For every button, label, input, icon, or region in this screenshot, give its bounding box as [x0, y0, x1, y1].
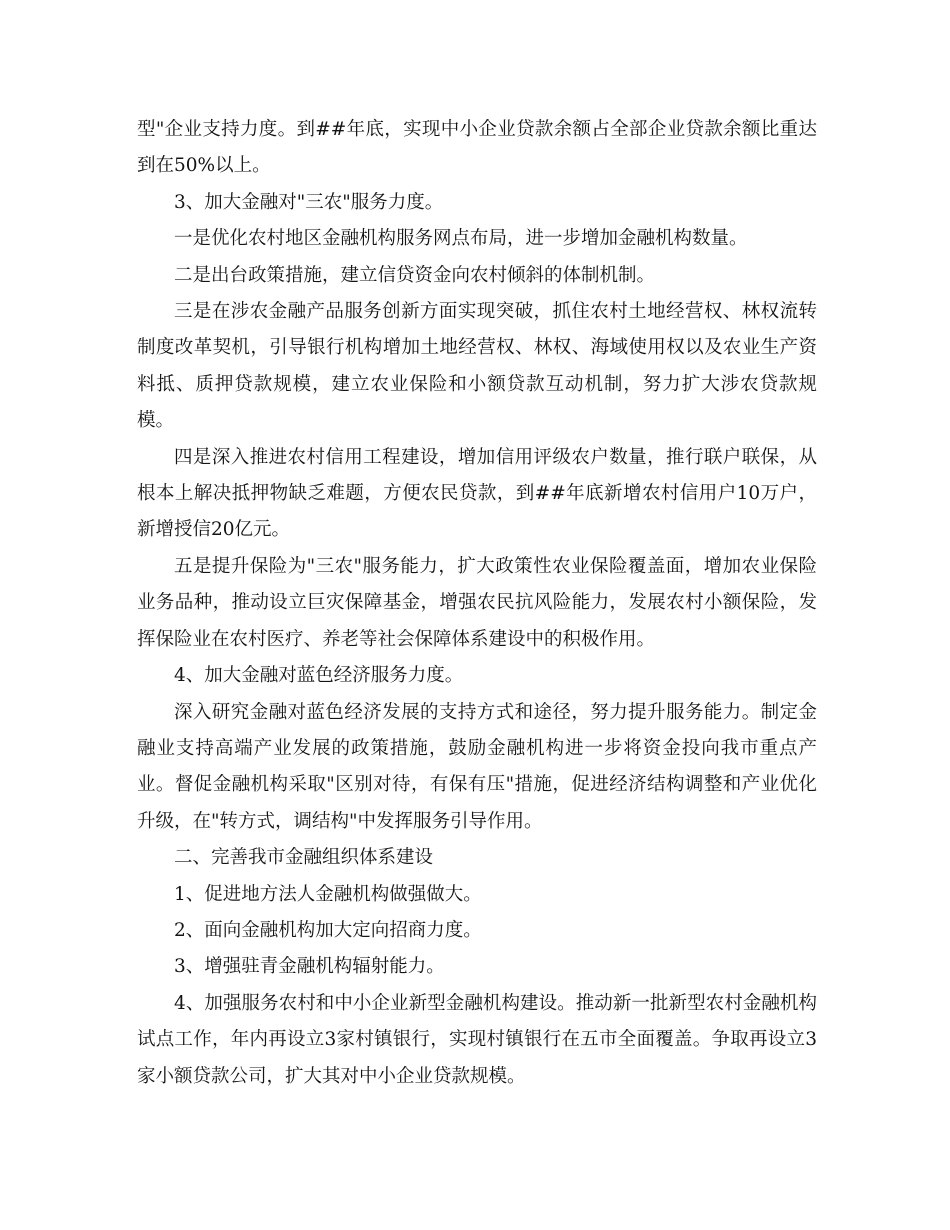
paragraph: 二是出台政策措施，建立信贷资金向农村倾斜的体制机制。: [174, 264, 656, 286]
paragraph: 4、加强服务农村和中小企业新型金融机构建设。推动新一批新型农村金融机构试点工作，年内再设立3家村镇银行，实现村镇银行在五市全面覆盖。争取再设立3家小额贷款公司，扩大其对中小企业贷款规模。: [137, 992, 817, 1087]
list-item: 1、促进地方法人金融机构做强做大。: [174, 883, 482, 905]
paragraph: 五是提升保险为"三农"服务能力，扩大政策性农业保险覆盖面，增加农业保险业务品种，推动设立巨灾保障基金，增强农民抗风险能力，发展农村小额保险，发挥保险业在农村医疗、养老等社会保障体系建设中的积极作用。: [137, 555, 817, 650]
section-heading: 二、完善我市金融组织体系建设: [174, 847, 434, 869]
paragraph: 三是在涉农金融产品服务创新方面实现突破，抓住农村土地经营权、林权流转制度改革契机，引导银行机构增加土地经营权、林权、海域使用权以及农业生产资料抵、质押贷款规模，建立农业保险和小额贷款互动机制，努力扩大涉农贷款规模。: [137, 301, 817, 432]
paragraph: 四是深入推进农村信用工程建设，增加信用评级农户数量，推行联户联保，从根本上解决抵押物缺乏难题，方便农民贷款，到##年底新增农村信用户10万户，新增授信20亿元。: [137, 446, 817, 541]
paragraph: 型"企业支持力度。到##年底，实现中小企业贷款余额占全部企业贷款余额比重达到在50%以上。: [137, 119, 817, 177]
list-item: 2、面向金融机构加大定向招商力度。: [174, 919, 482, 941]
paragraph: 深入研究金融对蓝色经济发展的支持方式和途径，努力提升服务能力。制定金融业支持高端产业发展的政策措施，鼓励金融机构进一步将资金投向我市重点产业。督促金融机构采取"区别对待，有保有压"措施，促进经济结构调整和产业优化升级，在"转方式，调结构"中发挥服务引导作用。: [137, 701, 817, 832]
list-item: 3、增强驻青金融机构辐射能力。: [174, 956, 445, 978]
section-heading: 4、加大金融对蓝色经济服务力度。: [174, 665, 464, 687]
paragraph: 3、加大金融对"三农"服务力度。: [174, 191, 444, 213]
document-body: [137, 112, 817, 1095]
paragraph: 一是优化农村地区金融机构服务网点布局，进一步增加金融机构数量。: [174, 228, 748, 250]
